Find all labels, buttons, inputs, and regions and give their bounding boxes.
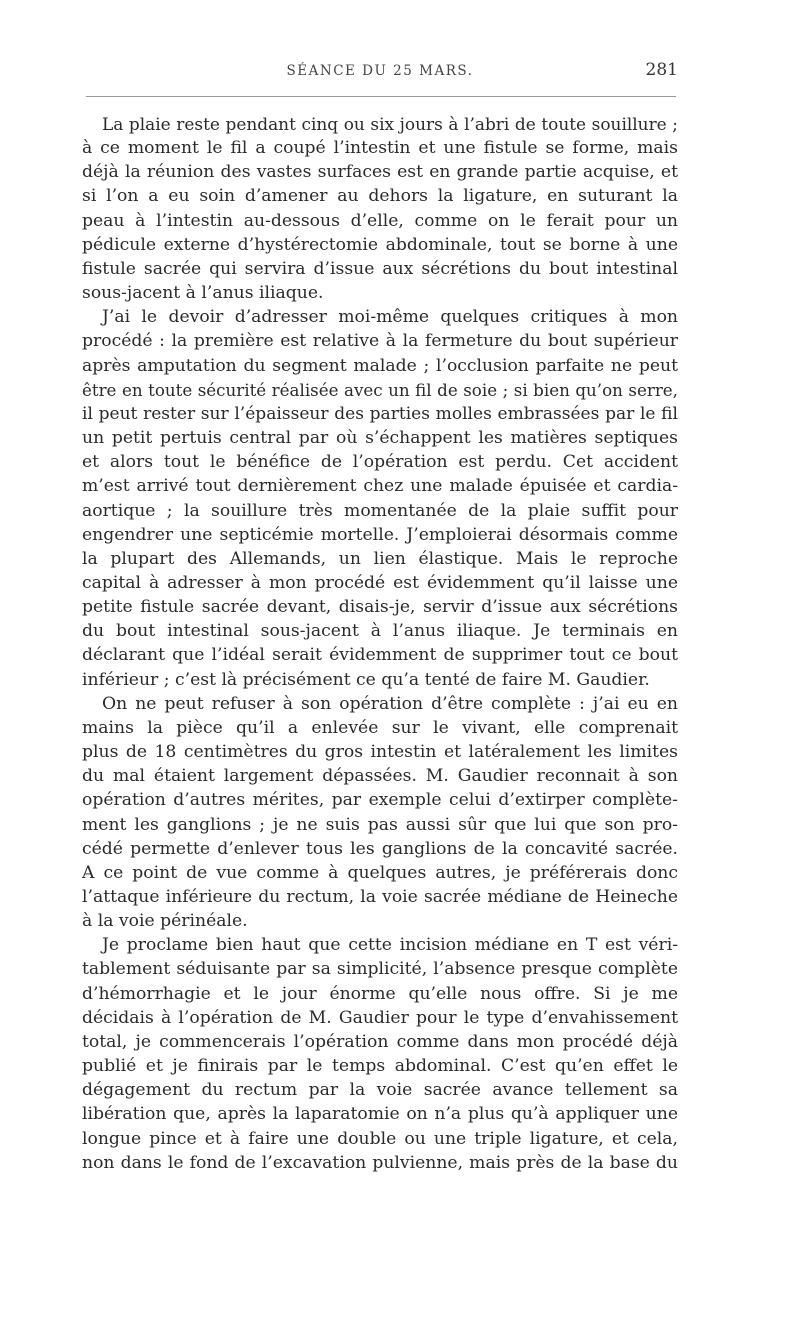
- text-line: On ne peut refuser à son opération d’être complète : j’ai eu en: [102, 693, 678, 714]
- text-line: total, je commencerais l’opération comme dans mon procédé déjà: [82, 1031, 678, 1052]
- text-line: décidais à l’opération de M. Gaudier pour le type d’envahissement: [82, 1007, 678, 1028]
- text-line: m’est arrivé tout dernièrement chez une malade épuisée et cardia-: [82, 476, 678, 497]
- text-line: J’ai le devoir d’adresser moi-même quelques critiques à mon: [102, 307, 678, 328]
- text-line: inférieur ; c’est là précisément ce qu’a tenté de faire M. Gaudier.: [82, 669, 650, 690]
- text-line: la plupart des Allemands, un lien élastique. Mais le reproche: [82, 548, 678, 569]
- page-number: 281: [645, 60, 678, 80]
- running-title: SÉANCE DU 25 MARS.: [286, 63, 474, 79]
- text-line: publié et je finirais par le temps abdominal. C’est qu’en effet le: [82, 1056, 678, 1077]
- text-line: après amputation du segment malade ; l’occlusion parfaite ne peut: [82, 355, 678, 376]
- text-line: sous-jacent à l’anus iliaque.: [82, 283, 324, 304]
- header-rule: [86, 96, 676, 97]
- text-line: déjà la réunion des vastes surfaces est en grande partie acquise, et: [82, 162, 678, 183]
- text-line: d’hémorrhagie et le jour énorme qu’elle nous offre. Si je me: [82, 983, 678, 1004]
- text-line: petite fistule sacrée devant, disais-je, servir d’issue aux sécrétions: [82, 597, 678, 618]
- text-line: il peut rester sur l’épaisseur des parties molles embrassées par le fil: [82, 403, 678, 424]
- text-line: être en toute sécurité réalisée avec un fil de soie ; si bien qu’on serre,: [82, 379, 678, 400]
- text-line: si l’on a eu soin d’amener au dehors la ligature, en suturant la: [82, 186, 678, 207]
- text-line: A ce point de vue comme à quelques autres, je préférerais donc: [82, 862, 678, 883]
- text-line: un petit pertuis central par où s’échappent les matières septiques: [82, 428, 678, 449]
- paragraph: [82, 305, 678, 692]
- text-line: non dans le fond de l’excavation pulvienne, mais près de la base du: [82, 1152, 678, 1173]
- text-line: engendrer une septicémie mortelle. J’emploierai désormais comme: [82, 524, 678, 545]
- text-line: fistule sacrée qui servira d’issue aux sécrétions du bout intestinal: [82, 258, 678, 279]
- paragraph: [82, 112, 678, 305]
- text-line: tablement séduisante par sa simplicité, l’absence presque complète: [82, 959, 678, 980]
- text-line: libération que, après la laparatomie on n’a plus qu’à appliquer une: [82, 1104, 678, 1125]
- text-line: mains la pièce qu’il a enlevée sur le vivant, elle comprenait: [82, 717, 678, 738]
- running-head: [82, 60, 678, 86]
- text-line: La plaie reste pendant cinq ou six jours à l’abri de toute souillure ;: [102, 114, 678, 134]
- text-line: opération d’autres mérites, par exemple celui d’extirper complète-: [82, 790, 678, 811]
- text-line: aortique ; la souillure très momentanée de la plaie suffit pour: [82, 500, 678, 521]
- text-line: à la voie périnéale.: [82, 911, 248, 932]
- text-line: du mal étaient largement dépassées. M. Gaudier reconnait à son: [82, 766, 678, 787]
- text-line: plus de 18 centimètres du gros intestin et latéralement les limites: [82, 742, 678, 763]
- paragraph: [82, 692, 678, 934]
- paragraph: [82, 933, 678, 1175]
- text-line: du bout intestinal sous-jacent à l’anus iliaque. Je terminais en: [82, 621, 678, 642]
- body-text: [82, 112, 678, 1175]
- text-line: cédé permette d’enlever tous les ganglions de la concavité sacrée.: [82, 838, 678, 859]
- text-line: et alors tout le bénéfice de l’opération est perdu. Cet accident: [82, 452, 678, 473]
- text-line: longue pince et à faire une double ou une triple ligature, et cela,: [82, 1128, 678, 1149]
- text-line: à ce moment le fil a coupé l’intestin et une fistule se forme, mais: [82, 138, 678, 159]
- text-line: pédicule externe d’hystérectomie abdominale, tout se borne à une: [82, 234, 678, 255]
- text-line: procédé : la première est relative à la fermeture du bout supérieur: [82, 331, 678, 352]
- text-line: Je proclame bien haut que cette incision médiane en T est véri-: [102, 935, 678, 956]
- text-line: capital à adresser à mon procédé est évidemment qu’il laisse une: [82, 572, 678, 593]
- text-line: peau à l’intestin au-dessous d’elle, comme on le ferait pour un: [82, 210, 678, 231]
- text-line: l’attaque inférieure du rectum, la voie sacrée médiane de Heineche: [82, 887, 678, 907]
- text-line: ment les ganglions ; je ne suis pas aussi sûr que lui que son pro-: [82, 814, 678, 835]
- text-line: déclarant que l’idéal serait évidemment de supprimer tout ce bout: [82, 645, 678, 666]
- text-line: dégagement du rectum par la voie sacrée avance tellement sa: [82, 1080, 678, 1101]
